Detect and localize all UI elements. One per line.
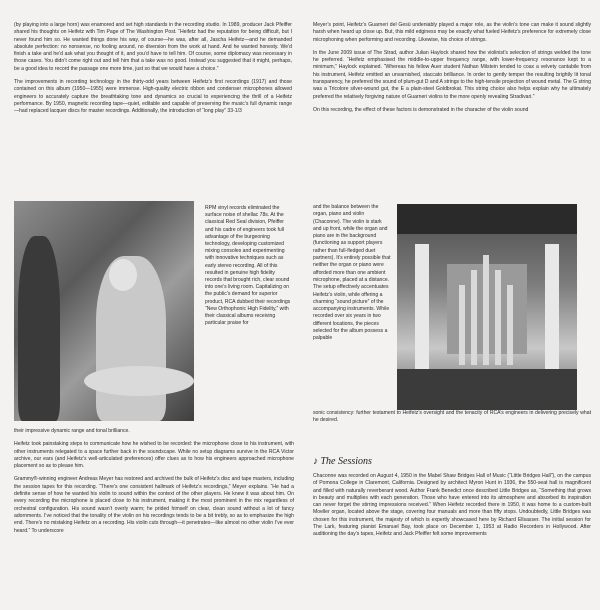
lower-left-text (14, 428, 294, 541)
paragraph: (by playing into a large horn) was enamored and set high standards in the recording studio. In 1989, producer Jack Pfeiffer shared his thoughts on Heifetz with Tim Page of The Washington Post. “Heifetz had the reputation for being difficult, but I never found him so. He wanted things done his way, of course—he was, after all, Jascha Heifetz—and he demanded absolute perfection: no nonsense, no fooling around, no diversion from the work at hand. And he wanted honesty. We’d finish a take and he’d ask what you thought of it, and you’d have to tell him. Of course, some diplomacy was necessary in those cases. You didn’t come right out and tell him that a take was no good. Instead you suggested that it might, perhaps, be a good idea to record the passage one more time, just so that we would have a choice.” (14, 22, 292, 72)
paragraph: their impressive dynamic range and tonal brilliance. (14, 428, 130, 434)
left-column (14, 22, 292, 122)
paragraph: On this recording, the effect of these factors is demonstrated in the character of the violin sound (313, 106, 529, 113)
paragraph: The improvements in recording technology in the thirty-odd years between Heifetz’s first recordings (1917) and those contained on this album (1950—1955) were immense. High-quality electric ribbon and condenser microphones allowed engineers to accurately capture the breathtaking tone and dynamics so crucial to experiencing the thrill of a Heifetz performance. By 1950, magnetic recording tape—quiet, editable and capable of preserving the music’s full dynamic range—had replaced lacquer discs for master recordings. Additionally, the introduction of “long play” 33-1/3 (14, 79, 292, 115)
paragraph: In the June 2009 issue of The Strad, author Julian Haylock shared how the violinist’s selection of strings welded the tone he preferred. “Heifetz emphasised the middle-to-upper frequency range, with lower-frequency resonance kept to a minimum,” Haylock explained. “Whereas his fellow Auer student Nathan Milstein tended to coax a velvety cantabile from his instrument, Heifetz emitted an unvarnished, staccato brilliance. In order to gently temper the resulting brightly lit tonal transparency, he preferred the sound of plum-gut D and A strings to the high-tensile projection of wound metal. The G string was a Tricolore silver-wound gut, the E a plain-steel Goldbrokat. This string choice also helps explain why he ultimately preferred the relatively forgiving nature of Guarneri violins to the more openly revealing Stradivari.” (313, 49, 591, 100)
paragraph: Grammy®-winning engineer Andreas Meyer has restored and archived the bulk of Heifetz’s disc and tape masters, including the session tapes for this recording. “There’s one consistent hallmark of Heifetz’s recordings,” Meyer explains. “He had a definite sense of how he wanted his violin to sound within the context of the other players. He knew it was about him. On every recording the microphone is placed close to his instrument, making it the most prominent in the mix regardless of orchestral configuration. His sound wasn’t overly warm; he prided himself on clear, clean sound without a lot of fancy adornments. I’ve noticed that the tonality of the violin on his recordings tends to be a bit trebly, so as to emphasize the high end. There’s no mistaking Heifetz on a recording. His violin cuts through—it penetrates—like almost no other violin I’ve ever heard.” To underscore (14, 476, 294, 534)
studio-photo (14, 201, 194, 421)
right-column (313, 22, 591, 120)
sessions-text: Chaconne was recorded on August 4, 1950 in the Mabel Shaw Bridges Hall of Music (“Little Bridges Hall”), on the campus of Pomona College in Claremont, California. Designed by architect Myron Hunt in 1936, the 550-seat hall is magnificent and filled with naturally reverberant wood. Author Frank Benedict once described Little Bridges as, “Something that grows in beauty and multiplies with each generation. Those who have entered into its atmosphere and absorbed its inspiration can never forget the stirring impressions received.” When Heifetz recorded there in 1950, it was home to a custom-built Moeller organ, located above the stage, covering four manuals and more than fifty stops. Undoubtedly, Little Bridges was chosen for this instrument, the majesty of which is expertly showcased here by Richard Ellsasser. The initial session for The Lark, featuring pianist Emanuel Bay, took place on December 1, 1953 at Radio Recorders in Hollywood. After auditioning the day’s tapes, Heifetz and Jack Pfeiffer felt some improvements (313, 473, 591, 538)
wrapped-text-column-right: and the balance between the organ, piano and violin (Chaconne). The violin is stark and up front, while the organ and piano are in the background (functioning as support players rather than full-fledged duet partners). It’s entirely possible that neither the organ or piano were afforded more than one ambient microphone, placed at a distance. The setup effectively accentuates Heifetz’s violin, while offering a charming “sound picture” of the accompanying instruments. While recorded over six years in two different locations, the pieces selected for the album possess a palpable (313, 204, 391, 342)
concert-hall-photo (397, 204, 577, 410)
right-lower-text: sonic consistency: further testament to Heifetz’s oversight and the tenacity of RCA’s engineers in delivering precisely what he desired. (313, 410, 591, 424)
paragraph: Meyer’s point, Heifetz’s Guarneri del Gesù undeniably played a major role, as the violin’s tone can make it sound slightly harsh when heard up close up. But, this mild edginess may be exactly what fueled Heifetz’s preference for extremely close microphoning when performing and recording. Likewise, his choice of strings. (313, 22, 591, 43)
music-note-icon: ♪ (313, 456, 318, 467)
section-heading: ♪ The Sessions (313, 456, 372, 467)
wrapped-text-column: RPM vinyl records eliminated the surface noise of shellac 78s. At the classical Red Seal division, Pfeiffer and his cadre of engineers took full advantage of the burgeoning technology, developing customized mixing consoles and experimenting with innovative techniques such as early stereo recording. All of this resulted in genuine high fidelity records that brought rich, clear sound into one’s living room. Capitalizing on the public’s demand for superior product, RCA dubbed their recordings “New Orthophonic High Fidelity,” with their classical albums receiving particular praise for (205, 205, 291, 327)
paragraph: Heifetz took painstaking steps to communicate how he wished to be recorded: the microphone close to his instrument, with other instruments relegated to a space further back in the soundscape. While no setup diagrams survive in the RCA Victor archive, our ears (and Heifetz’s well-articulated preferences) offer clues as to how his engineers approached microphone placement so as to please him. (14, 441, 294, 470)
